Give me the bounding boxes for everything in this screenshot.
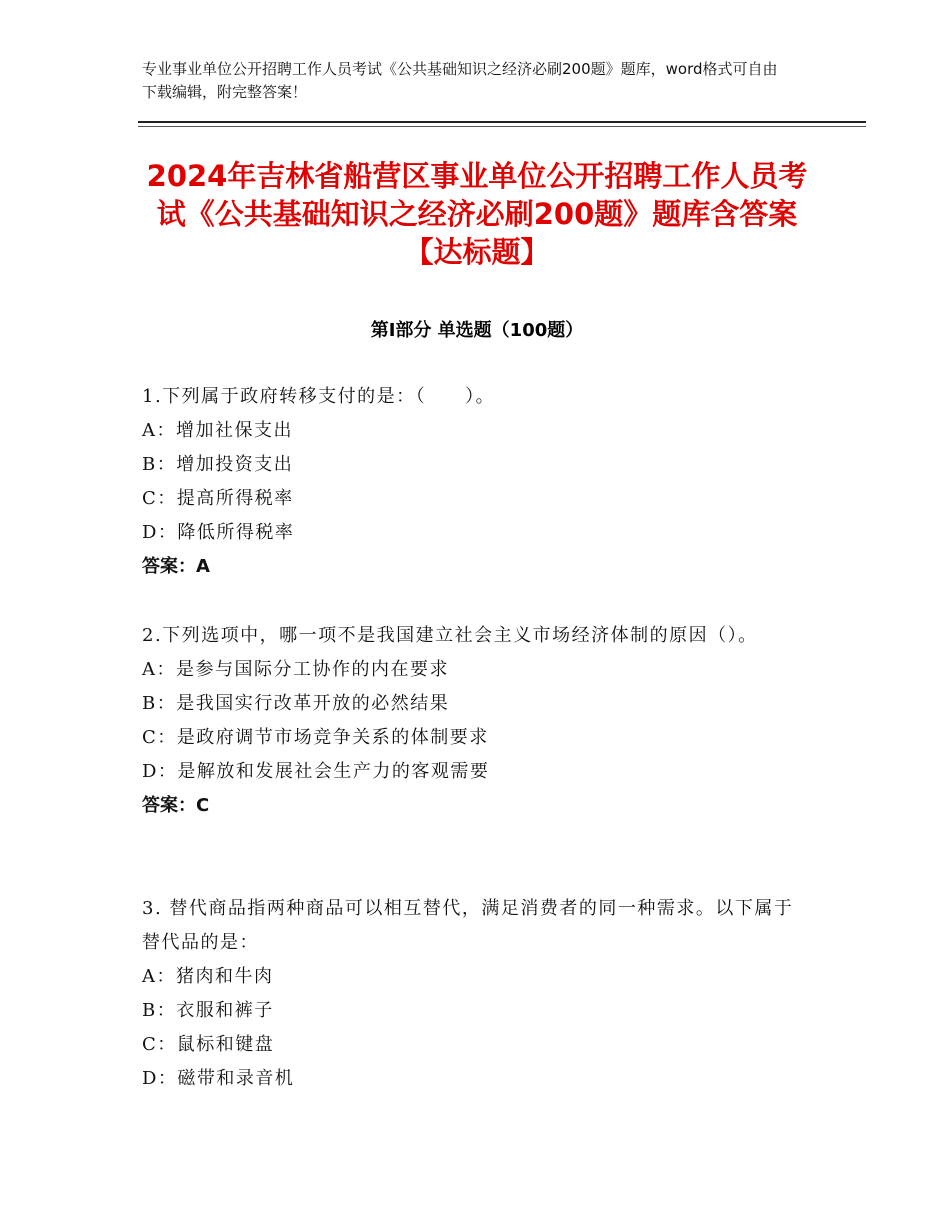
header-rule-thick <box>138 121 866 123</box>
question-text: 2.下列选项中，哪一项不是我国建立社会主义市场经济体制的原因（）。 <box>142 625 758 646</box>
header-rule-thin <box>138 126 866 127</box>
answer: 答案：C <box>142 795 210 816</box>
option-a: A：是参与国际分工协作的内在要求 <box>142 659 449 680</box>
section-title: 第Ⅰ部分 单选题（100题） <box>370 320 584 341</box>
question-text: 3. 替代商品指两种商品可以相互替代，满足消费者的同一种需求。以下属于替代品的是： <box>142 898 794 953</box>
option-a: A：增加社保支出 <box>142 420 293 441</box>
option-d: D：是解放和发展社会生产力的客观需要 <box>142 761 490 782</box>
option-d: D：降低所得税率 <box>142 522 295 543</box>
question-1 <box>142 380 812 584</box>
document-title: 2024年吉林省船营区事业单位公开招聘工作人员考试《公共基础知识之经济必刷200题》题库含答案【达标题】 <box>146 159 808 269</box>
option-c: C：是政府调节市场竞争关系的体制要求 <box>142 727 489 748</box>
option-c: C：鼠标和键盘 <box>142 1034 275 1055</box>
option-c: C：提高所得税率 <box>142 488 294 509</box>
option-b: B：衣服和裤子 <box>142 1000 274 1021</box>
question-3 <box>142 892 812 1096</box>
option-d: D：磁带和录音机 <box>142 1068 295 1089</box>
question-text: 1.下列属于政府转移支付的是：（ ）。 <box>142 386 496 407</box>
option-a: A：猪肉和牛肉 <box>142 966 274 987</box>
option-b: B：是我国实行改革开放的必然结果 <box>142 693 450 714</box>
option-b: B：增加投资支出 <box>142 454 294 475</box>
question-2 <box>142 619 812 823</box>
answer: 答案：A <box>142 556 210 577</box>
header-note: 专业事业单位公开招聘工作人员考试《公共基础知识之经济必刷200题》题库，word格式可自由下载编辑，附完整答案！ <box>142 60 778 101</box>
